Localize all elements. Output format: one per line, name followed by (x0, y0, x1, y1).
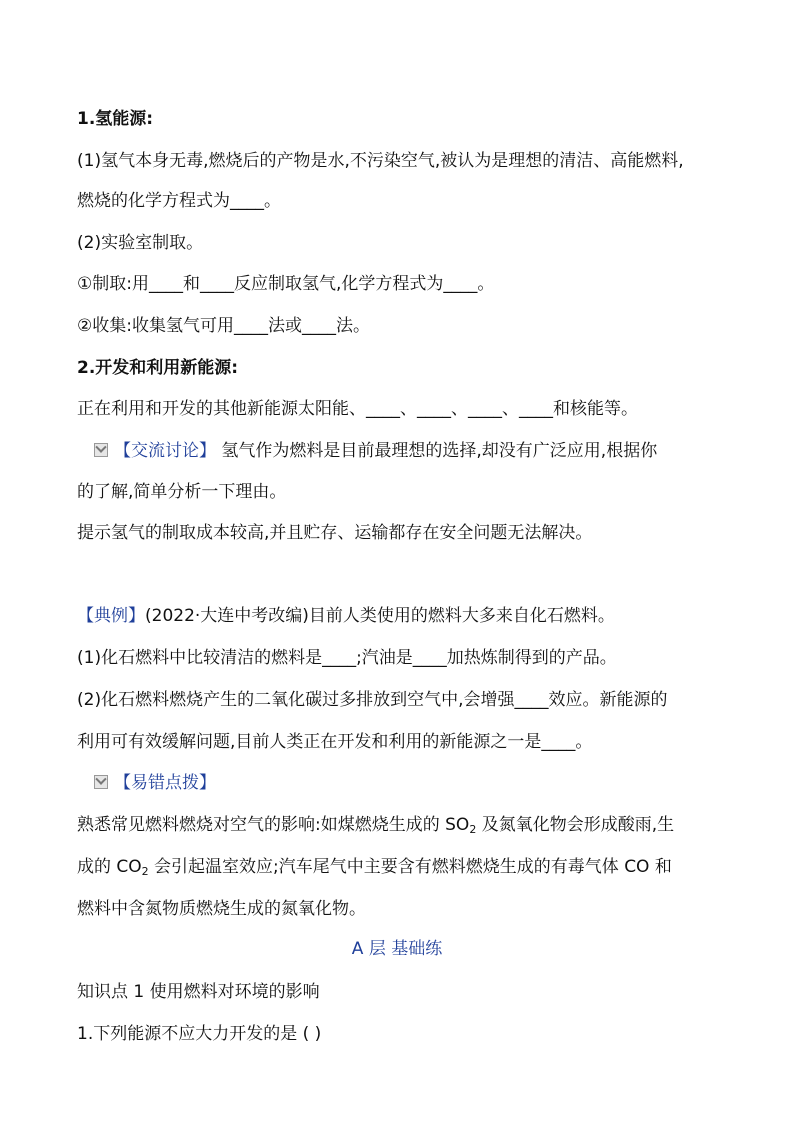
paragraph-line: 燃烧的化学方程式为____。 (77, 191, 281, 211)
paragraph-line: (1)化石燃料中比较清洁的燃料是____;汽油是____加热炼制得到的产品。 (77, 648, 617, 668)
level-heading: A 层 基础练 (351, 939, 443, 959)
text-segment: 成的 CO (77, 857, 142, 877)
paragraph-line: (1)氢气本身无毒,燃烧后的产物是水,不污染空气,被认为是理想的清洁、高能燃料, (77, 151, 684, 171)
paragraph-line: (2)实验室制取。 (77, 233, 204, 253)
paragraph-line (77, 814, 674, 841)
paragraph-line: 利用可有效缓解问题,目前人类正在开发和利用的新能源之一是____。 (77, 732, 593, 752)
question-line: 1.下列能源不应大力开发的是 ( ) (77, 1024, 322, 1044)
paragraph-line: ②收集:收集氢气可用____法或____法。 (77, 316, 370, 336)
tag-icon (94, 443, 108, 457)
tip-line (94, 772, 216, 794)
subscript: 2 (141, 865, 149, 878)
discussion-text: 氢气作为燃料是目前最理想的选择,却没有广泛应用,根据你 (216, 441, 658, 461)
knowledge-point-heading: 知识点 1 使用燃料对环境的影响 (77, 982, 320, 1002)
tag-icon (94, 775, 108, 789)
text-segment: 熟悉常见燃料燃烧对空气的影响:如煤燃烧生成的 SO (77, 815, 470, 835)
text-segment: 及氮氧化物会形成酸雨,生 (476, 815, 675, 835)
section-heading-hydrogen: 1.氢能源: (77, 109, 154, 129)
section-heading-new-energy: 2.开发和利用新能源: (77, 358, 239, 378)
paragraph-line: (2)化石燃料燃烧产生的二氧化碳过多排放到空气中,会增强____效应。新能源的 (77, 690, 668, 710)
paragraph-line: ①制取:用____和____反应制取氢气,化学方程式为____。 (77, 274, 495, 294)
example-tag: 【典例】 (77, 606, 145, 626)
paragraph-line (77, 856, 672, 883)
discussion-line (94, 440, 657, 462)
paragraph-line: 燃料中含氮物质燃烧生成的氮氧化物。 (77, 899, 366, 919)
example-text: (2022·大连中考改编)目前人类使用的燃料大多来自化石燃料。 (145, 606, 615, 626)
hint-line: 提示氢气的制取成本较高,并且贮存、运输都存在安全问题无法解决。 (77, 523, 593, 543)
discussion-tag: 【交流讨论】 (114, 441, 216, 461)
tip-tag: 【易错点拨】 (114, 773, 216, 793)
subscript: 2 (469, 823, 477, 836)
example-line (77, 605, 615, 627)
paragraph-line: 的了解,简单分析一下理由。 (77, 482, 287, 502)
text-segment: 会引起温室效应;汽车尾气中主要含有燃料燃烧生成的有毒气体 CO 和 (148, 857, 672, 877)
paragraph-line: 正在利用和开发的其他新能源太阳能、____、____、____、____和核能等。 (77, 399, 638, 419)
